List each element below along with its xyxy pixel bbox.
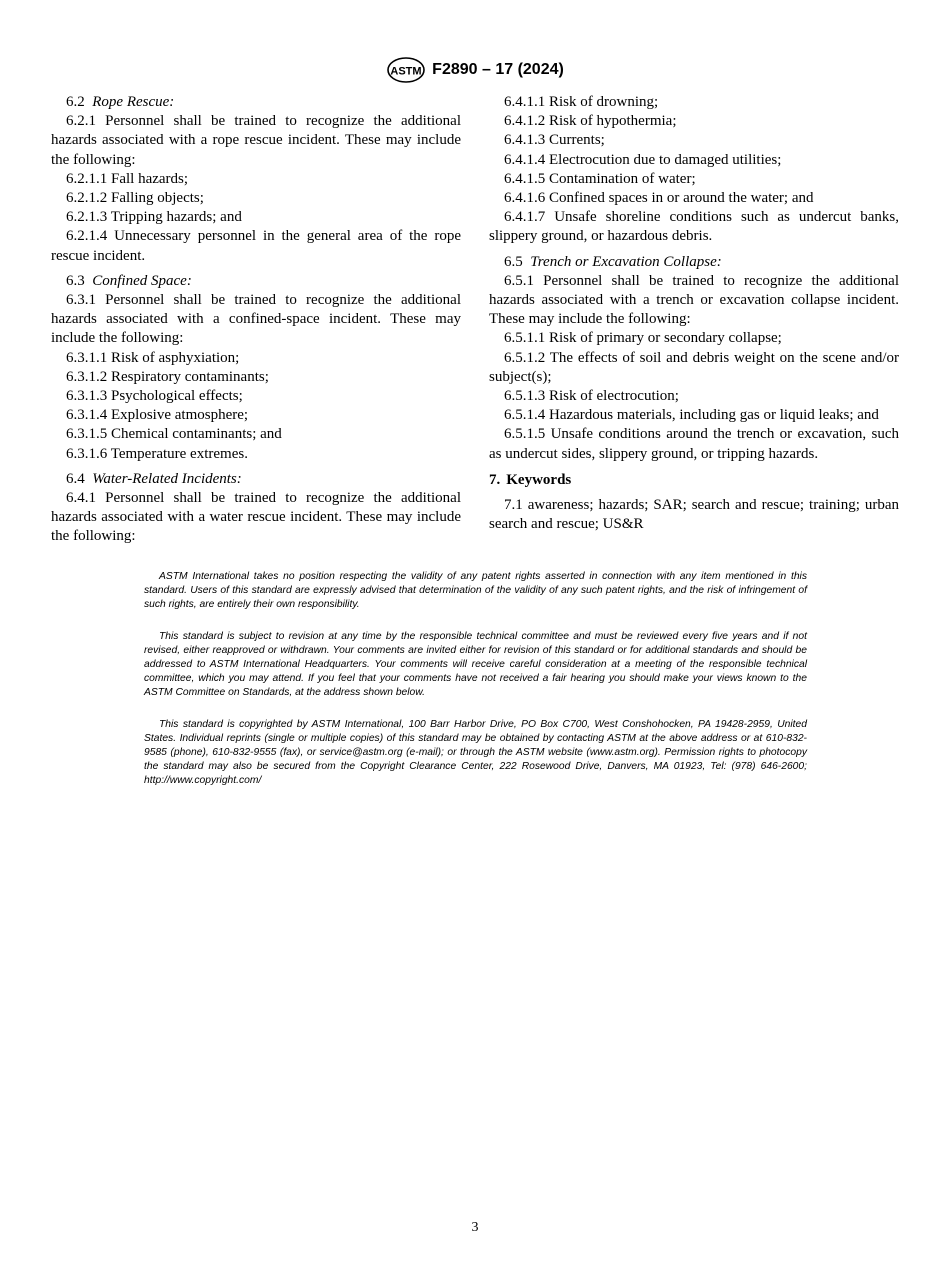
right-column — [489, 93, 899, 534]
list-item: 6.5.1.3 Risk of electrocution; — [504, 388, 679, 405]
paragraph-6-2-1: 6.2.1 Personnel shall be trained to recognize the additional hazards associated with a rope rescue incident. These may include the following: — [51, 113, 461, 168]
logo-text: ASTM — [390, 65, 422, 78]
list-item: 6.4.1.7 Unsafe shoreline conditions such as undercut banks, slippery ground, or hazardous debris. — [489, 209, 899, 245]
list-item: 6.3.1.3 Psychological effects; — [66, 388, 243, 405]
list-item: 6.4.1.5 Contamination of water; — [504, 170, 696, 187]
list-item: 6.4.1.2 Risk of hypothermia; — [504, 113, 677, 130]
copyright-notice: This standard is copyrighted by ASTM International, 100 Barr Harbor Drive, PO Box C700, West Conshohocken, PA 19428-2959, United States. Individual reprints (single or multiple copies) of this standard may be obtained by contacting ASTM at the above address or at 610-832-9585 (phone), 610-832-9555 (fax), or service@astm.org (e-mail); or through the ASTM website (www.astm.org). Permission rights to photocopy the standard may also be secured from the Copyright Clearance Center, 222 Rosewood Drive, Danvers, MA 01923, Tel: (978) 646-2600; http://www.copyright.com/ — [144, 719, 807, 786]
list-item: 6.4.1.4 Electrocution due to damaged utilities; — [504, 151, 782, 168]
document-id: F2890 – 17 (2024) — [432, 61, 564, 78]
left-column — [51, 93, 461, 547]
list-item: 6.4.1.1 Risk of drowning; — [504, 94, 659, 110]
paragraph-7-1: 7.1 awareness; hazards; SAR; search and rescue; training; urban search and rescue; US&R — [489, 497, 899, 533]
page-number: 3 — [471, 1220, 479, 1235]
list-item: 6.3.1.2 Respiratory contaminants; — [66, 368, 269, 385]
section-7-heading: 7. Keywords — [489, 471, 572, 488]
section-6-2-heading: 6.2 Rope Rescue: — [66, 94, 175, 110]
list-item: 6.2.1.4 Unnecessary personnel in the general area of the rope rescue incident. — [51, 228, 461, 264]
list-item: 6.4.1.3 Currents; — [504, 132, 605, 149]
list-item: 6.3.1.4 Explosive atmosphere; — [66, 407, 249, 424]
list-item: 6.4.1.6 Confined spaces in or around the water; and — [504, 190, 814, 207]
paragraph-6-3-1: 6.3.1 Personnel shall be trained to recognize the additional hazards associated with a confined-space incident. These may include the following: — [51, 292, 461, 347]
page-header — [0, 56, 950, 84]
list-item: 6.2.1.2 Falling objects; — [66, 190, 204, 207]
astm-logo-icon — [386, 56, 426, 84]
section-6-3-heading: 6.3 Confined Space: — [66, 272, 192, 289]
list-item: 6.3.1.6 Temperature extremes. — [66, 445, 248, 462]
list-item: 6.3.1.5 Chemical contaminants; and — [66, 426, 282, 443]
list-item: 6.5.1.5 Unsafe conditions around the trench or excavation, such as undercut sides, slippery ground, or tripping hazards. — [489, 426, 899, 462]
paragraph-6-4-1: 6.4.1 Personnel shall be trained to recognize the additional hazards associated with a water rescue incident. These may include the following: — [51, 490, 461, 545]
revision-notice: This standard is subject to revision at any time by the responsible technical committee and must be reviewed every five years and if not revised, either reapproved or withdrawn. Your comments are invited either for revision of this standard or for additional standards and should be addressed to ASTM International Headquarters. Your comments will receive careful consideration at a meeting of the responsible technical committee, which you may attend. If you feel that your comments have not received a fair hearing you should make your views known to the ASTM Committee on Standards, at the address shown below. — [144, 631, 807, 698]
list-item: 6.3.1.1 Risk of asphyxiation; — [66, 349, 240, 366]
list-item: 6.2.1.1 Fall hazards; — [66, 170, 189, 187]
paragraph-6-5-1: 6.5.1 Personnel shall be trained to recognize the additional hazards associated with a trench or excavation collapse incident. These may include the following: — [489, 272, 899, 328]
list-item: 6.5.1.2 The effects of soil and debris weight on the scene and/or subject(s); — [489, 349, 899, 385]
list-item: 6.5.1.4 Hazardous materials, including gas or liquid leaks; and — [504, 407, 879, 424]
list-item: 6.5.1.1 Risk of primary or secondary collapse; — [504, 330, 782, 347]
section-6-5-heading: 6.5 Trench or Excavation Collapse: — [504, 253, 722, 270]
patent-notice: ASTM International takes no position respecting the validity of any patent rights asserted in connection with any item mentioned in this standard. Users of this standard are expressly advised that determination of the validity of any such patent rights, and the risk of infringement of such rights, are entirely their own responsibility. — [144, 571, 807, 610]
list-item: 6.2.1.3 Tripping hazards; and — [66, 209, 242, 226]
section-6-4-heading: 6.4 Water-Related Incidents: — [66, 470, 242, 487]
